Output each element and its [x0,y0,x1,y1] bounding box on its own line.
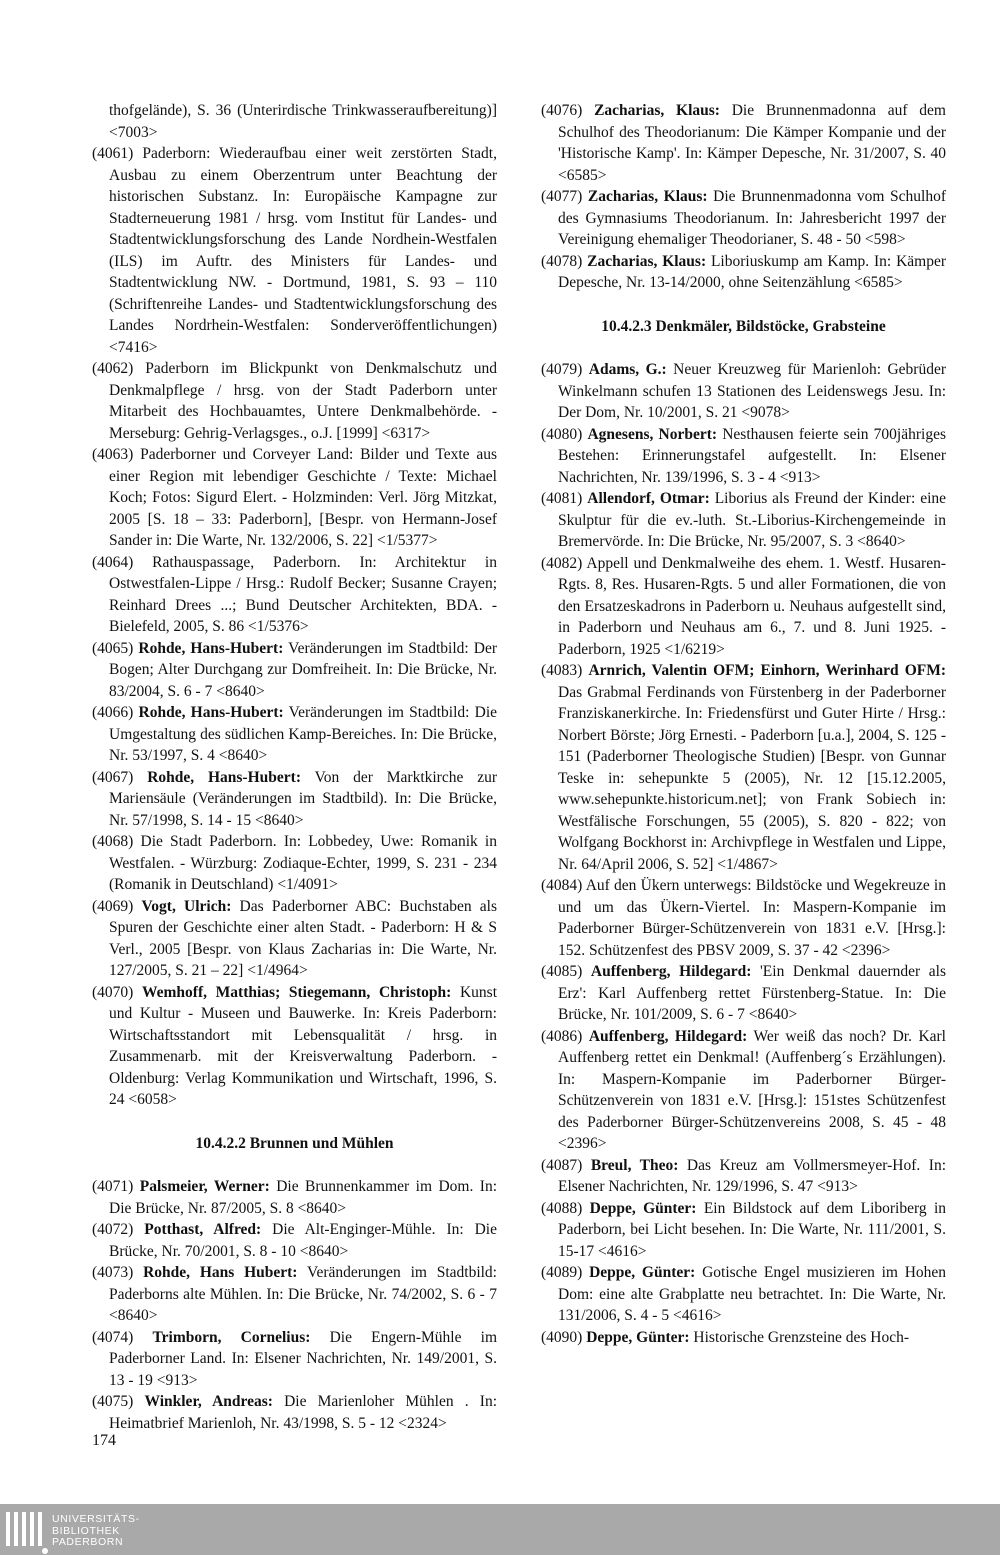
entry-author: Agnesens, Norbert: [587,425,718,443]
right-column [541,100,946,1348]
entry-number: (4072) [92,1221,134,1238]
left-entries-a [92,143,497,1111]
entry-number: (4078) [541,252,583,270]
entry-text: Gotische Engel musizieren im Hohen Dom: eine alte Grabplatte neu betrachtet. In: Die Warte, Nr. 131/2006, S. 4 - 5 <4616> [558,1264,947,1324]
entry-text: Das Paderborner ABC: Buchstaben als Spuren der Geschichte einer alten Stadt. - Paderborn: H & S Verl., 2005 [Bespr. von Klaus Zacharias in: Die Warte, Nr. 127/2005, S. 21 – 22] <1/4964> [109,897,497,979]
entry-text: Paderborn im Blickpunkt von Denkmalschutz und Denkmalpflege / hrsg. von der Stadt Paderborn unter Mitarbeit des Hochbauamtes, Untere Denkmalbehörde. - Merseburg: Gehrig-Verlagsges., o.J. [1999] <6317> [109,360,497,442]
bibliography-entry [92,702,497,767]
entry-author: Trimborn, Cornelius: [152,1328,311,1346]
entry-text: Von der Marktkirche zur Mariensäule (Veränderungen im Stadtbild). In: Die Brücke, Nr. 57/1998, S. 14 - 15 <8640> [109,768,497,829]
bibliography-entry [92,552,497,638]
entry-text: Paderborner und Corveyer Land: Bilder und Texte aus einer Region mit lebendiger Geschichte / Texte: Michael Koch; Fotos: Sigurd Elert. - Holzminden: Verl. Jörg Mitzkat, 2005 [S. 18 – 33: Paderborn], [Bespr. von Hermann-Josef Sander in: Die Warte, Nr. 132/2006, S. 22] <1/5377> [109,446,498,549]
entry-number: (4064) [92,553,134,571]
entry-number: (4061) [92,145,134,162]
entry-text: Die Engern-Mühle im Paderborner Land. In: Elsener Nachrichten, Nr. 149/2001, S. 13 - 19 <913> [109,1328,498,1389]
entry-author: Deppe, Günter: [586,1328,690,1346]
entry-text: Appell und Denkmalweihe des ehem. 1. Westf. Husaren-Rgts. 8, Res. Husaren-Rgts. 5 und aller Formationen, die von den Ersatzeskadrons in Paderborn u. Neuhaus aufgestellt sind, in Paderborn und Neuhaus am 6., 7. und 8. Juni 1925. - Paderborn, 1925 <1/6219> [558,554,946,658]
bibliography-entry [92,831,497,896]
entry-author: Wemhoff, Matthias; Stiegemann, Christoph: [142,983,452,1001]
entry-number: (4068) [92,833,134,850]
entry-text: Auf den Ükern unterwegs: Bildstöcke und Wegekreuze in und um das Ükern-Viertel. In: Maspern-Kompanie im Paderborner Bürger-Schützenverein von 1831 e.V. [Hrsg.]: 152. Schützenfest des PBSV 2009, S. 37 - 42 <2396> [558,877,946,959]
entry-author: Zacharias, Klaus: [587,188,708,205]
entry-number: (4062) [92,360,134,377]
entry-number: (4077) [541,188,583,205]
logo-line-1: UNIVERSITÄTS- [52,1513,140,1525]
bibliography-entry [92,1262,497,1327]
continuation-text: thofgelände), S. 36 (Unterirdische Trinkwasseraufbereitung)] <7003> [109,102,497,141]
bibliography-entry [92,358,497,444]
entry-text: Das Kreuz am Vollmersmeyer-Hof. In: Elsener Nachrichten, Nr. 129/1996, S. 47 <913> [558,1156,947,1195]
entry-number: (4090) [541,1328,583,1346]
entry-number: (4081) [541,490,583,507]
entry-number: (4067) [92,768,134,786]
entry-number: (4075) [92,1393,134,1410]
bibliography-entry [541,359,946,424]
section-heading-denkmaeler: 10.4.2.3 Denkmäler, Bildstöcke, Grabsteine [601,317,886,335]
entry-text: 'Ein Denkmal dauernder als Erz': Karl Auffenberg rettet Fürstenberg-Statue. In: Die Brücke, Nr. 101/2009, S. 6 - 7 <8640> [558,963,946,1023]
entry-author: Vogt, Ulrich: [141,897,232,915]
bibliography-entry [92,767,497,832]
entry-number: (4083) [541,662,583,679]
entry-text: Veränderungen im Stadtbild: Die Umgestaltung des südlichen Kamp-Bereiches. In: Die Brücke, Nr. 53/1997, S. 4 <8640> [109,704,498,764]
entry-number: (4089) [541,1264,583,1281]
bibliography-entry [541,251,946,294]
entry-author: Zacharias, Klaus: [594,102,720,119]
bibliography-entry [92,1176,497,1219]
right-entries-b [541,359,946,1348]
entry-text: Die Brunnenmadonna auf dem Schulhof des Theodorianum: Die Kämper Kompanie und der 'Historische Kamp'. In: Kämper Depesche, Nr. 31/2007, S. 40 <6585> [558,102,946,184]
bibliography-entry [92,1219,497,1262]
entry-text: Historische Grenzsteine des Hoch- [693,1328,910,1346]
entry-number: (4086) [541,1027,583,1045]
entry-author: Zacharias, Klaus: [587,252,707,270]
entry-text: Nesthausen feierte sein 700jähriges Bestehen: Erinnerungstafel aufgestellt. In: Elsener Nachrichten, Nr. 139/1996, S. 3 - 4 <913> [558,425,946,486]
left-column [92,100,497,1434]
entry-text: Rathauspassage, Paderborn. In: Architektur in Ostwestfalen-Lippe / Hrsg.: Rudolf Becker; Susanne Crayen; Reinhard Drees ...; Bund Deutscher Architekten, BDA. - Bielefeld, 2005, S. 86 <1/5376> [109,553,497,635]
logo-line-2: BIBLIOTHEK [52,1524,120,1537]
bibliography-entry [541,1155,946,1198]
entry-number: (4084) [541,877,583,894]
entry-text: Liboriuskump am Kamp. In: Kämper Depesche, Nr. 13-14/2000, ohne Seitenzählung <6585> [558,252,946,291]
entry-author: Rohde, Hans Hubert: [143,1264,298,1281]
bibliography-entry [541,961,946,1026]
entry-text: Wer weiß das noch? Dr. Karl Auffenberg rettet ein Denkmal! (Auffenberg´s Erzählungen). In: Maspern-Kompanie im Paderborner Bürger-Schützenverein von 1831 e.V. [Hrsg.]: 151stes Schützenfest des Paderborner Bürger-Schützenvereins 2008, S. 45 - 48 <2396> [558,1027,946,1152]
entry-number: (4065) [92,639,134,657]
bibliography-entry [541,1327,946,1349]
entry-author: Arnrich, Valentin OFM; Einhorn, Werinhard OFM: [588,662,947,679]
entry-author: Auffenberg, Hildegard: [590,963,752,980]
entry-author: Winkler, Andreas: [144,1393,273,1410]
entry-number: (4082) [541,554,583,572]
entry-author: Breul, Theo: [590,1156,679,1174]
entry-author: Adams, G.: [588,361,667,378]
entry-text: Die Marienloher Mühlen . In: Heimatbrief Marienloh, Nr. 43/1998, S. 5 - 12 <2324> [109,1393,497,1432]
entry-text: Veränderungen im Stadtbild: Paderborns alte Mühlen. In: Die Brücke, Nr. 74/2002, S. 6 - 7 <8640> [109,1264,497,1324]
bibliography-entry [541,424,946,489]
entry-text: Die Stadt Paderborn. In: Lobbedey, Uwe: Romanik in Westfalen. - Würzburg: Zodiaque-Echter, 1999, S. 231 - 234 (Romanik in Deutschland) <1/4091> [109,833,497,893]
bibliography-entry [92,1327,497,1392]
entry-number: (4087) [541,1156,583,1174]
entry-text: Die Alt-Enginger-Mühle. In: Die Brücke, Nr. 70/2001, S. 8 - 10 <8640> [109,1221,497,1260]
entry-text: Liborius als Freund der Kinder: eine Skulptur für die ev.-luth. St.-Liborius-Kirchengemeinde in Bremervörde. In: Die Brücke, Nr. 95/2007, S. 3 <8640> [558,490,947,550]
bibliography-entry [541,660,946,875]
logo-line-3: PADERBORN [52,1536,124,1548]
bibliography-entry [541,1026,946,1155]
bibliography-entry [92,1391,497,1434]
entry-number: (4079) [541,361,583,378]
entry-author: Auffenberg, Hildegard: [588,1027,748,1045]
entry-number: (4063) [92,446,134,463]
bibliography-entry [541,553,946,661]
entry-author: Palsmeier, Werner: [139,1178,270,1195]
entry-number: (4085) [541,963,583,980]
entry-text: Paderborn: Wiederaufbau einer weit zerstörten Stadt, Ausbau zu einem Oberzentrum unter Beachtung der historischen Substanz. In: Europäische Kampagne zur Stadterneuerung 1981 / hrsg. vom Institut für Landes- und Stadtentwicklungsforschung des Lande Nordhein-Westfalen (ILS) im Auftr. des Ministers für Landes- und Stadtentwicklung NW. - Dortmund, 1981, S. 93 – 110 (Schriftenreihe Landes- und Stadtentwicklungsforschung des Landes Nordrhein-Westfalen: Sonderveröffentlichungen) <7416> [109,145,497,356]
entry-text: Ein Bildstock auf dem Liboriberg in Paderborn, bei Licht besehen. In: Die Warte, Nr. 111/2001, S. 15-17 <4616> [558,1199,947,1260]
page-number: 174 [92,1432,116,1449]
bibliography-entry [92,896,497,982]
entry-text: Die Brunnenkammer im Dom. In: Die Brücke, Nr. 87/2005, S. 8 <8640> [109,1178,498,1217]
section-heading-brunnen: 10.4.2.2 Brunnen und Mühlen [195,1134,394,1152]
library-logo-icon [6,1512,46,1550]
bibliography-entry [92,444,497,552]
library-logo-text [52,1514,140,1549]
entry-number: (4088) [541,1199,583,1217]
entry-text: Veränderungen im Stadtbild: Der Bogen; Alter Durchgang zur Domfreiheit. In: Die Brücke, Nr. 83/2004, S. 6 - 7 <8640> [109,639,497,700]
entry-number: (4073) [92,1264,134,1281]
entry-text: Die Brunnenmadonna vom Schulhof des Gymnasiums Theodorianum. In: Jahresbericht 1997 der Vereinigung ehemaliger Theodorianer, S. 48 - 50 <598> [558,188,946,248]
bibliography-entry [541,875,946,961]
bibliography-entry [541,1262,946,1327]
entry-number: (4070) [92,983,134,1001]
right-entries-a [541,100,946,294]
entry-number: (4076) [541,102,583,119]
entry-number: (4069) [92,897,134,915]
entry-author: Rohde, Hans-Hubert: [147,768,301,786]
entry-author: Deppe, Günter: [589,1199,697,1217]
entry-text: Kunst und Kultur - Museen und Bauwerke. In: Kreis Paderborn: Wirtschaftsstandort mit Lebensqualität / hrsg. in Zusammenarb. mit der Kreisverwaltung Paderborn. - Oldenburg: Verlag Kommunikation und Wirtschaft, 1996, S. 24 <6058> [109,983,498,1108]
entry-number: (4071) [92,1178,134,1195]
bibliography-entry [541,1198,946,1263]
bibliography-entry [541,186,946,251]
entry-number: (4074) [92,1328,134,1346]
entry-text: Neuer Kreuzweg für Marienloh: Gebrüder Winkelmann schufen 13 Stationen des Leidenswegs Jesu. In: Der Dom, Nr. 10/2001, S. 21 <9078> [558,361,946,421]
entry-number: (4080) [541,425,583,443]
bibliography-entry [92,982,497,1111]
library-footer [0,1504,1000,1555]
entry-number: (4066) [92,704,134,721]
bibliography-entry [92,143,497,358]
bibliography-entry [541,488,946,553]
bibliography-entry [541,100,946,186]
entry-author: Rohde, Hans-Hubert: [138,704,284,721]
entry-author: Allendorf, Otmar: [587,490,710,507]
entry-author: Potthast, Alfred: [144,1221,262,1238]
entry-text: Das Grabmal Ferdinands von Fürstenberg in der Paderborner Franziskanerkirche. In: Friedensfürst und Guter Hirte / Hrsg.: Norbert Börste; Jörg Ernesti. - Paderborn [u.a.], 2004, S. 125 - 151 (Paderborner Theologische Studien) [Bespr. von Gunnar Teske in: sehepunkte 5 (2005), Nr. 12 [15.12.2005, www.sehepunkte.historicum.net]; von Frank Sobiech in: Westfälische Forschungen, 55 (2005), S. 820 - 822; von Wolfgang Bockhorst in: Archivpflege in Westfalen und Lippe, Nr. 64/April 2006, S. 52] <1/4867> [558,683,946,873]
left-entries-b [92,1176,497,1434]
entry-author: Deppe, Günter: [589,1264,696,1281]
bibliography-entry [92,638,497,703]
entry-author: Rohde, Hans-Hubert: [138,639,284,657]
